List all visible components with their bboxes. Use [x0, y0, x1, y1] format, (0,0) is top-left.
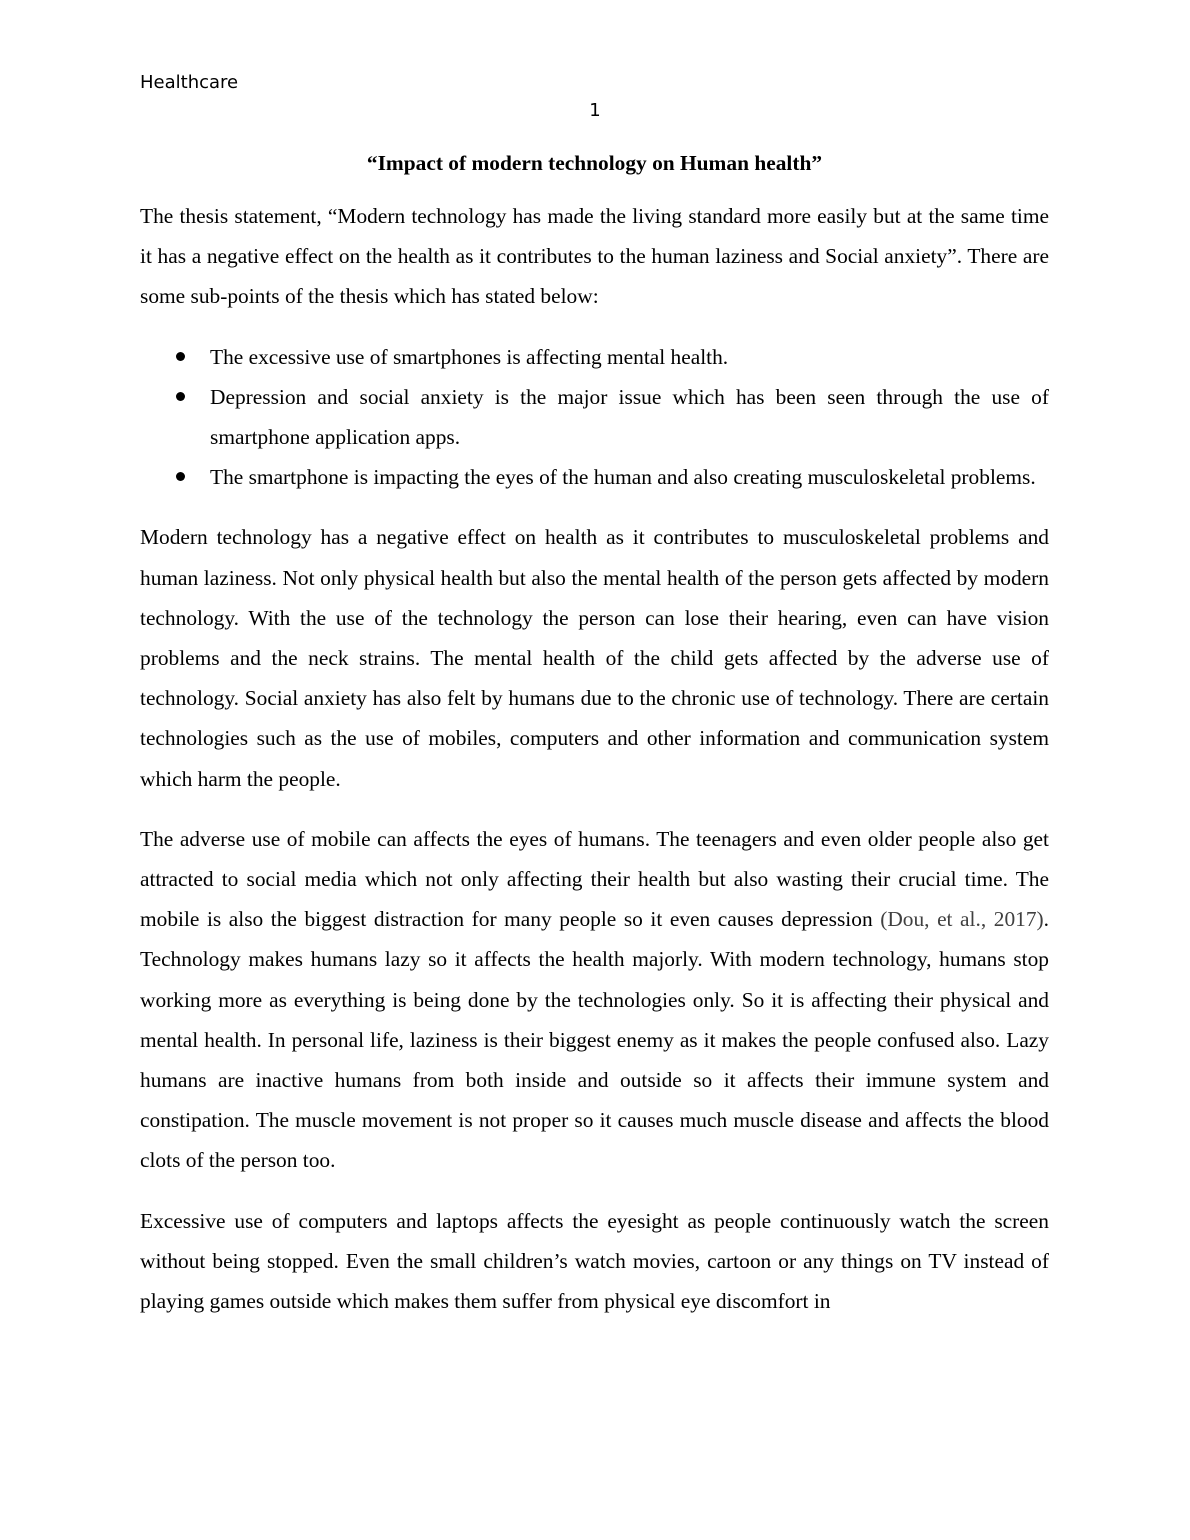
running-head: Healthcare — [140, 72, 239, 93]
subpoint-list — [140, 337, 1049, 498]
list-item-text: Depression and social anxiety is the major issue which has been seen through the use of smartphone application apps. — [210, 384, 1049, 450]
thesis-paragraph: The thesis statement, “Modern technology has made the living standard more easily but at the same time it has a negative effect on the health as it contributes to the human laziness and Social anxiety”. There are some sub-points of the thesis which has stated below: — [140, 204, 1049, 309]
list-item-text: The excessive use of smartphones is affecting mental health. — [210, 344, 729, 369]
page-number: 1 — [589, 100, 601, 121]
body-paragraph-3: Excessive use of computers and laptops affects the eyesight as people continuously watch the screen without being stopped. Even the small children’s watch movies, cartoon or any things on TV instead of playing games outside which makes them suffer from physical eye discomfort in — [140, 1208, 1049, 1314]
body-paragraph-1: Modern technology has a negative effect on health as it contributes to musculoskeletal problems and human laziness. Not only physical health but also the mental health of the person gets affected by modern technology. With the use of the technology the person can lose their hearing, even can have vision problems and the neck strains. The mental health of the child gets affected by the adverse use of technology. Social anxiety has also felt by humans due to the chronic use of technology. There are certain technologies such as the use of mobiles, computers and other information and communication system which harm the people. — [140, 525, 1049, 791]
paragraph-2-text-after: . Technology makes humans lazy so it affects the health majorly. With modern technology, humans stop working more as everything is being done by the technologies only. So it is affecting their physical and mental health. In personal life, laziness is their biggest enemy as it makes the people confused also. Lazy humans are inactive humans from both inside and outside so it affects their immune system and constipation. The muscle movement is not proper so it causes much muscle disease and affects the blood clots of the person too. — [140, 907, 1050, 1173]
list-item — [140, 457, 1049, 497]
list-item — [140, 377, 1049, 457]
bullet-icon — [176, 472, 185, 481]
body-paragraph-2 — [140, 819, 1049, 1181]
document-body — [140, 148, 1049, 1341]
bullet-icon — [176, 352, 185, 361]
citation: (Dou, et al., 2017) — [880, 907, 1044, 932]
bullet-icon — [176, 392, 185, 401]
list-item-text: The smartphone is impacting the eyes of the human and also creating musculoskeletal problems. — [210, 465, 1036, 490]
document-title: “Impact of modern technology on Human health” — [366, 151, 823, 175]
list-item — [140, 337, 1049, 377]
paragraph-2-text-before: The adverse use of mobile can affects the eyes of humans. The teenagers and even older people also get attracted to social media which not only affecting their health but also wasting their crucial time. The mobile is also the biggest distraction for many people so it even causes depression — [140, 826, 1049, 932]
